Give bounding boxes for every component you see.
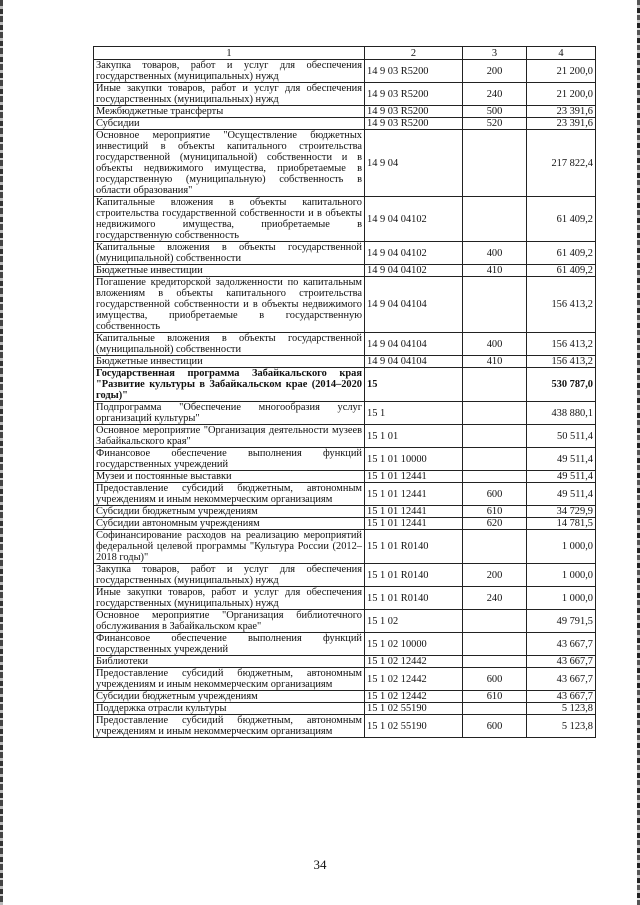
table-row [94,106,596,118]
row-vr-cell: 620 [463,518,527,530]
table-row [94,277,596,333]
row-code-cell: 15 1 02 [365,610,463,633]
row-code-cell: 15 1 01 12441 [365,506,463,518]
budget-table [93,46,596,738]
row-code-cell: 15 1 02 55190 [365,715,463,738]
row-vr-cell: 520 [463,118,527,130]
page-number: 34 [313,857,327,872]
table-row [94,691,596,703]
row-name-cell: Капитальные вложения в объекты капитального строительства государственной собственности и в объекты недвижимого имущества, приобретаемые в государственную собственность [94,197,365,242]
table-row [94,715,596,738]
table-header-row [94,47,596,60]
row-vr-cell [463,633,527,656]
row-sum-cell: 21 200,0 [527,83,596,106]
row-vr-cell [463,703,527,715]
row-code-cell: 14 9 03 R5200 [365,106,463,118]
row-name-cell: Основное мероприятие "Осуществление бюджетных инвестиций в объекты капитального строительства государственной (муниципальной) собственности и в объекты недвижимого имущества, приобретаемые в государственную (муниципальную) собственность в области образования" [94,130,365,197]
row-vr-cell: 200 [463,564,527,587]
row-sum-cell: 61 409,2 [527,265,596,277]
row-code-cell: 14 9 04 04102 [365,265,463,277]
row-name-cell: Субсидии бюджетным учреждениям [94,691,365,703]
row-vr-cell [463,610,527,633]
row-code-cell: 15 1 02 12442 [365,668,463,691]
row-name-cell: Софинансирование расходов на реализацию мероприятий федеральной целевой программы "Культура России (2012–2018 годы)" [94,530,365,564]
row-name-cell: Основное мероприятие "Организация библиотечного обслуживания в Забайкальском крае" [94,610,365,633]
row-vr-cell: 610 [463,506,527,518]
table-row [94,118,596,130]
row-vr-cell: 500 [463,106,527,118]
table-row [94,265,596,277]
row-code-cell: 15 1 01 12441 [365,483,463,506]
row-code-cell: 15 1 01 R0140 [365,530,463,564]
row-sum-cell: 5 123,8 [527,703,596,715]
row-sum-cell: 23 391,6 [527,106,596,118]
row-vr-cell [463,368,527,402]
row-sum-cell: 5 123,8 [527,715,596,738]
row-code-cell: 15 1 01 12441 [365,471,463,483]
row-vr-cell: 600 [463,668,527,691]
row-name-cell: Субсидии [94,118,365,130]
row-name-cell: Иные закупки товаров, работ и услуг для обеспечения государственных (муниципальных) нужд [94,83,365,106]
table-row [94,483,596,506]
row-name-cell: Иные закупки товаров, работ и услуг для обеспечения государственных (муниципальных) нужд [94,587,365,610]
row-sum-cell: 50 511,4 [527,425,596,448]
row-name-cell: Основное мероприятие "Организация деятельности музеев Забайкальского края" [94,425,365,448]
row-sum-cell: 23 391,6 [527,118,596,130]
row-sum-cell: 61 409,2 [527,197,596,242]
row-name-cell: Финансовое обеспечение выполнения функций государственных учреждений [94,633,365,656]
scan-edge-left [0,0,3,905]
row-vr-cell [463,471,527,483]
row-vr-cell [463,277,527,333]
row-vr-cell [463,130,527,197]
row-code-cell: 15 1 02 55190 [365,703,463,715]
row-vr-cell: 240 [463,587,527,610]
row-vr-cell: 200 [463,60,527,83]
row-sum-cell: 61 409,2 [527,242,596,265]
table-row [94,656,596,668]
row-code-cell: 15 [365,368,463,402]
budget-table-body [94,47,596,738]
row-code-cell: 15 1 01 [365,425,463,448]
row-name-cell: Подпрограмма "Обеспечение многообразия услуг организаций культуры" [94,402,365,425]
table-row [94,564,596,587]
row-sum-cell: 1 000,0 [527,587,596,610]
row-code-cell: 15 1 [365,402,463,425]
row-name-cell: Предоставление субсидий бюджетным, автономным учреждениям и иным некоммерческим организациям [94,668,365,691]
row-code-cell: 14 9 03 R5200 [365,83,463,106]
header-col-2: 2 [365,47,463,60]
row-sum-cell: 1 000,0 [527,530,596,564]
table-row [94,633,596,656]
row-vr-cell: 410 [463,356,527,368]
row-code-cell: 15 1 01 R0140 [365,587,463,610]
header-col-4: 4 [527,47,596,60]
row-name-cell: Финансовое обеспечение выполнения функций государственных учреждений [94,448,365,471]
row-sum-cell: 530 787,0 [527,368,596,402]
row-sum-cell: 14 781,5 [527,518,596,530]
row-code-cell: 14 9 04 04102 [365,197,463,242]
table-row [94,242,596,265]
row-sum-cell: 43 667,7 [527,668,596,691]
row-code-cell: 14 9 04 04104 [365,356,463,368]
row-name-cell: Предоставление субсидий бюджетным, автономным учреждениям и иным некоммерческим организациям [94,483,365,506]
row-name-cell: Погашение кредиторской задолженности по капитальным вложениям в объекты капитального строительства государственной собственности и в объекты недвижимого имущества, приобретаемые в государственную собственность [94,277,365,333]
row-code-cell: 15 1 02 12442 [365,656,463,668]
row-vr-cell: 600 [463,483,527,506]
row-sum-cell: 49 511,4 [527,471,596,483]
row-sum-cell: 49 791,5 [527,610,596,633]
row-name-cell: Библиотеки [94,656,365,668]
table-row [94,518,596,530]
row-sum-cell: 156 413,2 [527,356,596,368]
table-row [94,333,596,356]
row-sum-cell: 21 200,0 [527,60,596,83]
row-sum-cell: 217 822,4 [527,130,596,197]
row-name-cell: Бюджетные инвестиции [94,265,365,277]
row-sum-cell: 43 667,7 [527,633,596,656]
row-name-cell: Государственная программа Забайкальского края "Развитие культуры в Забайкальском крае (2014–2020 годы)" [94,368,365,402]
row-code-cell: 14 9 04 04104 [365,277,463,333]
row-sum-cell: 156 413,2 [527,333,596,356]
table-row [94,356,596,368]
row-code-cell: 14 9 04 04104 [365,333,463,356]
row-name-cell: Капитальные вложения в объекты государственной (муниципальной) собственности [94,242,365,265]
row-code-cell: 15 1 01 R0140 [365,564,463,587]
row-vr-cell [463,530,527,564]
row-name-cell: Субсидии автономным учреждениям [94,518,365,530]
row-name-cell: Межбюджетные трансферты [94,106,365,118]
table-row [94,130,596,197]
table-row [94,506,596,518]
row-sum-cell: 156 413,2 [527,277,596,333]
header-col-1: 1 [94,47,365,60]
table-row [94,530,596,564]
row-code-cell: 14 9 03 R5200 [365,118,463,130]
table-row [94,587,596,610]
row-sum-cell: 1 000,0 [527,564,596,587]
row-sum-cell: 43 667,7 [527,691,596,703]
header-col-3: 3 [463,47,527,60]
row-vr-cell [463,402,527,425]
table-row [94,197,596,242]
row-code-cell: 15 1 01 12441 [365,518,463,530]
row-code-cell: 15 1 01 10000 [365,448,463,471]
table-row [94,703,596,715]
row-vr-cell: 600 [463,715,527,738]
row-vr-cell: 400 [463,333,527,356]
row-sum-cell: 43 667,7 [527,656,596,668]
table-row [94,368,596,402]
row-code-cell: 14 9 03 R5200 [365,60,463,83]
table-row [94,83,596,106]
row-vr-cell [463,448,527,471]
row-sum-cell: 34 729,9 [527,506,596,518]
row-sum-cell: 49 511,4 [527,483,596,506]
table-row [94,425,596,448]
row-name-cell: Предоставление субсидий бюджетным, автономным учреждениям и иным некоммерческим организациям [94,715,365,738]
row-vr-cell [463,656,527,668]
row-vr-cell: 400 [463,242,527,265]
row-vr-cell [463,425,527,448]
row-name-cell: Закупка товаров, работ и услуг для обеспечения государственных (муниципальных) нужд [94,564,365,587]
row-vr-cell [463,197,527,242]
table-row [94,610,596,633]
row-name-cell: Капитальные вложения в объекты государственной (муниципальной) собственности [94,333,365,356]
table-row [94,668,596,691]
row-name-cell: Субсидии бюджетным учреждениям [94,506,365,518]
row-name-cell: Музеи и постоянные выставки [94,471,365,483]
row-sum-cell: 438 880,1 [527,402,596,425]
row-sum-cell: 49 511,4 [527,448,596,471]
table-row [94,448,596,471]
row-code-cell: 14 9 04 [365,130,463,197]
table-row [94,471,596,483]
row-code-cell: 14 9 04 04102 [365,242,463,265]
row-code-cell: 15 1 02 10000 [365,633,463,656]
row-code-cell: 15 1 02 12442 [365,691,463,703]
row-vr-cell: 240 [463,83,527,106]
row-vr-cell: 610 [463,691,527,703]
row-name-cell: Закупка товаров, работ и услуг для обеспечения государственных (муниципальных) нужд [94,60,365,83]
table-row [94,60,596,83]
row-name-cell: Бюджетные инвестиции [94,356,365,368]
row-vr-cell: 410 [463,265,527,277]
row-name-cell: Поддержка отрасли культуры [94,703,365,715]
table-row [94,402,596,425]
